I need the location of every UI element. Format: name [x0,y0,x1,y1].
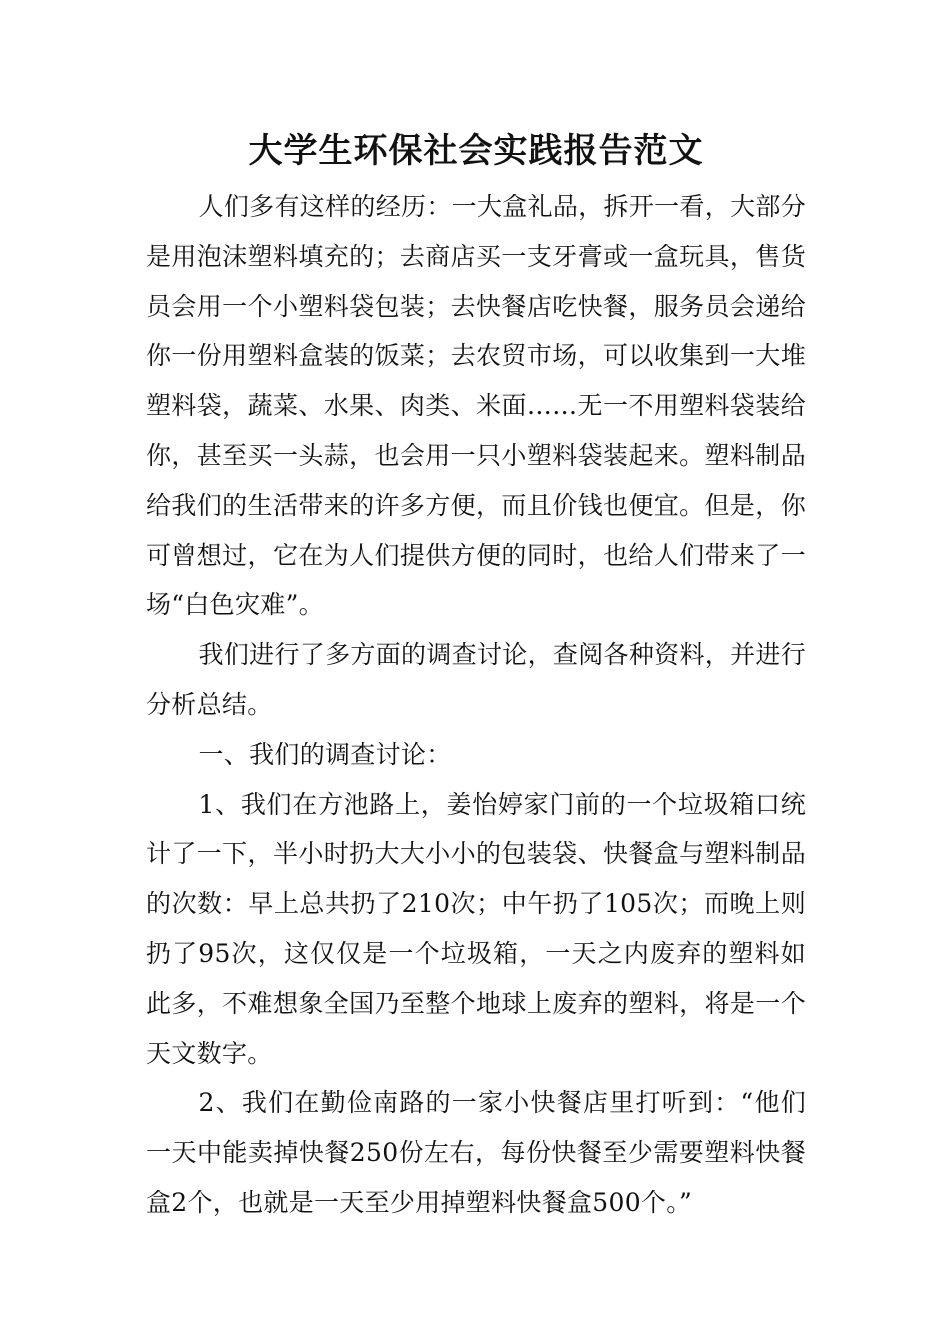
document-title: 大学生环保社会实践报告范文 [248,131,704,171]
document-page [146,122,806,1228]
paragraph-research: 我们进行了多方面的调查讨论，查阅各种资料，并进行分析总结。 [146,640,806,719]
paragraph-item-2: 2、我们在勤俭南路的一家小快餐店里打听到：“他们一天中能卖掉快餐250份左右，每份快餐至少需要塑料快餐盒2个，也就是一天至少用掉塑料快餐盒500个。” [146,1088,806,1217]
paragraph-item-1: 1、我们在方池路上，姜怡婷家门前的一个垃圾箱口统计了一下，半小时扔大大小小的包装袋、快餐盒与塑料制品的次数：早上总共扔了210次；中午扔了105次；而晚上则扔了95次，这仅仅是一个垃圾箱，一天之内废弃的塑料如此多，不难想象全国乃至整个地球上废弃的塑料，将是一个天文数字。 [146,789,806,1068]
paragraph-intro: 人们多有这样的经历：一大盒礼品，拆开一看，大部分是用泡沫塑料填充的；去商店买一支牙膏或一盒玩具，售货员会用一个小塑料袋包装；去快餐店吃快餐，服务员会递给你一份用塑料盒装的饭菜；去农贸市场，可以收集到一大堆塑料袋，蔬菜、水果、肉类、米面……无一不用塑料袋装给你，甚至买一头蒜，也会用一只小塑料袋装起来。塑料制品给我们的生活带来的许多方便，而且价钱也便宜。但是，你可曾想过，它在为人们提供方便的同时，也给人们带来了一场“白色灾难”。 [146,192,806,620]
section-heading-survey: 一、我们的调查讨论： [198,739,452,769]
